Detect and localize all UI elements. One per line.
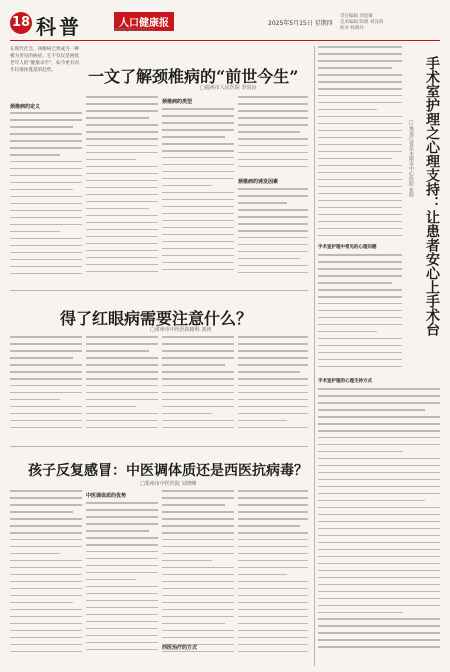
article-1-title: 一文了解颈椎病的“前世今生” xyxy=(88,67,299,86)
article-1-col-4b xyxy=(238,188,308,282)
brand-url: www.jkb.com.cn xyxy=(114,27,155,33)
article-2-col-3 xyxy=(162,336,234,438)
column-divider xyxy=(314,46,315,666)
article-2-col-2 xyxy=(86,336,158,438)
article-3-byline: □郑州市中医医院 吴晓峰 xyxy=(140,481,197,487)
editor-credits: 责任编辑 刘思敏 美术编辑 陈晓 刘泽鸿 校对 杨晓丹 xyxy=(340,14,384,31)
article-1-subhead-1: 颈椎病的定义 xyxy=(10,104,41,110)
article-3-title: 孩子反复感冒：中医调体质还是西医抗病毒？ xyxy=(28,463,308,479)
page-number: 18 xyxy=(10,12,32,34)
issue-date: 2025年5月15日 星期四 xyxy=(268,20,333,27)
article-1-col-3 xyxy=(162,108,234,282)
article-2-title: 得了红眼病需要注意什么？ xyxy=(60,309,253,328)
article-4-col-2 xyxy=(318,254,402,374)
article-1-subhead-2: 颈椎病的类型 xyxy=(162,99,193,105)
article-1-byline: □福州市人民医院 李国良 xyxy=(200,85,257,91)
section-title: 科普 xyxy=(36,15,82,39)
page-header xyxy=(10,10,440,38)
article-4-col-3 xyxy=(318,388,440,660)
article-1-lead: 在现代社会，颈椎病已然成为一种极为常见的病症。它不仅仅是困扰老年人的“健康杀手”，如今更有向年轻群体蔓延的趋势。 xyxy=(10,47,80,73)
article-3-subhead-2: 西医治疗的方式 xyxy=(162,645,198,651)
article-3-col-4 xyxy=(238,490,308,660)
article-3-col-2 xyxy=(86,502,158,660)
article-2-col-4 xyxy=(238,336,308,438)
article-1-col-4a xyxy=(238,96,308,176)
article-1-subhead-3: 颈椎病的诱发因素 xyxy=(238,179,279,185)
article-3-col-3 xyxy=(162,490,234,660)
header-rule xyxy=(10,40,440,41)
article-4-byline: □黑龙江省佳木斯市中心医院 张婷 xyxy=(408,120,414,198)
article-3-subhead-1: 中医调体质的优势 xyxy=(86,493,127,499)
brand-logo: 人口健康报 xyxy=(114,12,174,31)
article-2-byline: □常州市中医医院眼科 刘涛 xyxy=(150,327,212,333)
article-4-col-1 xyxy=(318,46,402,242)
article-4-subhead-2: 手术室护理的心理支持方式 xyxy=(318,379,372,384)
article-4-subhead-1: 手术室护理中常见的心理问题 xyxy=(318,245,377,250)
article-4-title: 手术室护理之心理支持：让患者安心上手术台 xyxy=(424,56,440,336)
divider-2 xyxy=(10,446,308,447)
article-1-col-1 xyxy=(10,112,82,282)
article-3-col-1 xyxy=(10,490,82,660)
article-1-col-2 xyxy=(86,96,158,282)
article-2-col-1 xyxy=(10,336,82,438)
divider-1 xyxy=(10,290,308,291)
